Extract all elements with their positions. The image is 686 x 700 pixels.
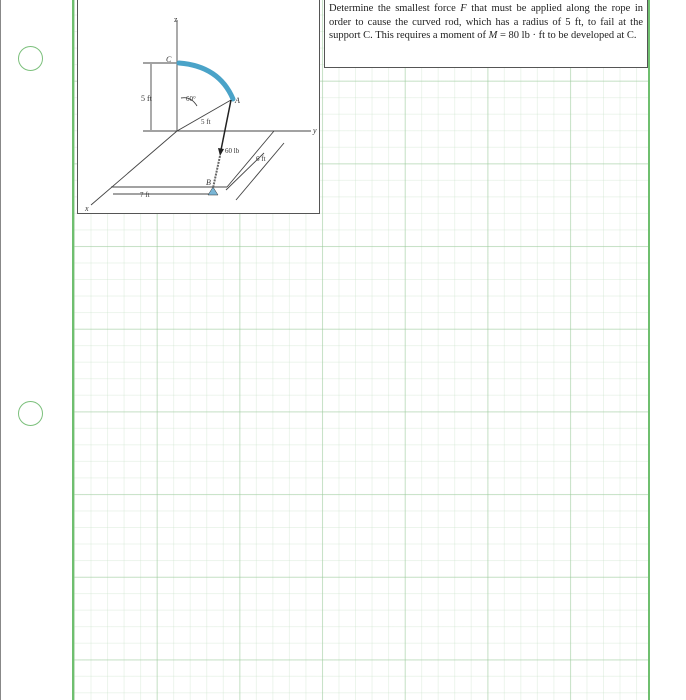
- problem-statement: [324, 0, 648, 68]
- var-M: M: [488, 30, 498, 41]
- label-C: C: [166, 55, 172, 64]
- var-F: F: [460, 3, 467, 14]
- dim-6ft: 6 ft: [256, 155, 266, 163]
- label-x: x: [85, 204, 89, 213]
- page-edge: [0, 0, 1, 700]
- rope: [213, 156, 220, 188]
- radius-5ft: 5 ft: [201, 118, 211, 126]
- label-B: B: [206, 178, 211, 187]
- dim-5ft: 5 ft: [141, 94, 152, 103]
- binder-hole-icon: [18, 401, 43, 426]
- dim-7ft: 7 ft: [140, 191, 150, 199]
- problem-text: that must be applied along the rope in order to cause the curved rod, which has a radius of 5 ft, to fail at the support C. This requires a moment of: [329, 3, 643, 41]
- binder-hole-icon: [18, 46, 43, 71]
- angle-60: 60°: [186, 95, 196, 103]
- problem-figure: [77, 0, 320, 214]
- label-z: z: [174, 15, 178, 24]
- curved-rod: [179, 63, 233, 99]
- support-B: [208, 187, 218, 195]
- label-y: y: [313, 126, 317, 135]
- force-60lb: 60 lb: [225, 147, 240, 155]
- label-A: A: [235, 96, 240, 105]
- force-arrow: [221, 100, 231, 150]
- problem-text: Determine the smallest force: [329, 3, 461, 14]
- problem-text: = 80 lb · ft to be developed at C.: [497, 30, 637, 41]
